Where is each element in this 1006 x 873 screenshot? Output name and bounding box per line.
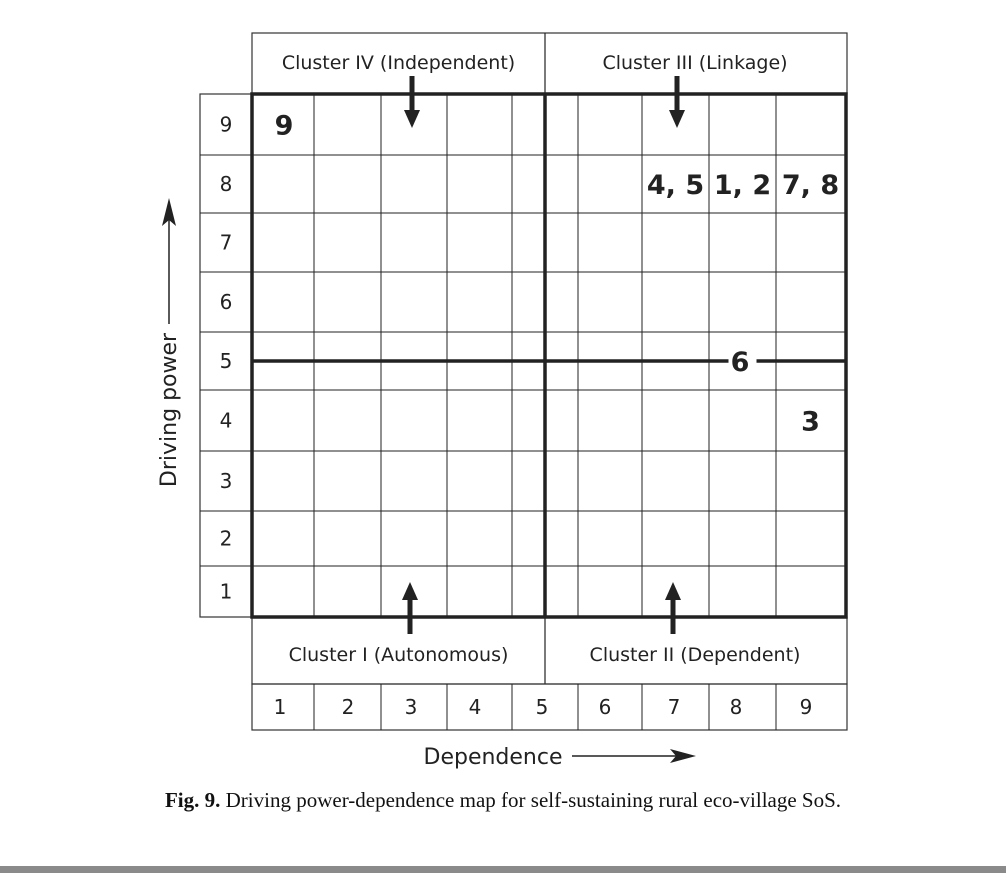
x-tick-label: 3 xyxy=(404,695,418,719)
data-point: 6 xyxy=(730,347,750,378)
cluster-i-label: Cluster I (Autonomous) xyxy=(288,644,509,666)
data-point: 7, 8 xyxy=(781,170,840,201)
cluster-ii-arrow-head xyxy=(665,582,681,600)
cluster-iv-arrow-head xyxy=(404,110,420,128)
y-axis-title: Driving power xyxy=(157,332,182,488)
cluster-iii-label: Cluster III (Linkage) xyxy=(602,52,788,74)
y-tick-label: 4 xyxy=(219,408,233,433)
y-tick-label: 8 xyxy=(219,172,233,196)
data-point: 4, 5 xyxy=(646,170,705,201)
x-tick-label: 4 xyxy=(468,695,482,719)
x-tick-label: 5 xyxy=(535,695,549,719)
cluster-iii-arrow-head xyxy=(669,110,685,128)
cluster-iv-label: Cluster IV (Independent) xyxy=(281,52,516,74)
data-point: 9 xyxy=(274,110,294,142)
footer-bar xyxy=(0,866,1006,873)
y-tick-label: 1 xyxy=(219,579,233,604)
x-tick-label: 6 xyxy=(598,695,612,719)
cluster-ii-label: Cluster II (Dependent) xyxy=(589,644,801,666)
y-axis-title-group xyxy=(157,332,182,487)
y-tick-label: 5 xyxy=(219,349,233,373)
figure-caption xyxy=(0,788,1006,813)
y-tick-label: 6 xyxy=(219,290,233,314)
x-tick-label: 9 xyxy=(799,695,813,719)
figure-number: Fig. 9. xyxy=(164,788,221,812)
y-tick-label: 9 xyxy=(219,112,233,137)
y-tick-label: 2 xyxy=(219,526,233,551)
data-point: 1, 2 xyxy=(713,170,772,201)
x-tick-label: 2 xyxy=(341,695,355,719)
x-tick-label: 1 xyxy=(273,695,287,719)
y-tick-label: 3 xyxy=(219,469,233,493)
data-point: 3 xyxy=(801,406,820,438)
x-tick-label: 8 xyxy=(729,695,743,719)
figure-caption-text: Driving power-dependence map for self-sustaining rural eco-village SoS. xyxy=(220,788,842,812)
cluster-i-arrow-head xyxy=(402,582,418,600)
y-tick-label: 7 xyxy=(219,230,233,255)
x-tick-label: 7 xyxy=(667,695,681,719)
x-axis-title: Dependence xyxy=(423,745,563,770)
